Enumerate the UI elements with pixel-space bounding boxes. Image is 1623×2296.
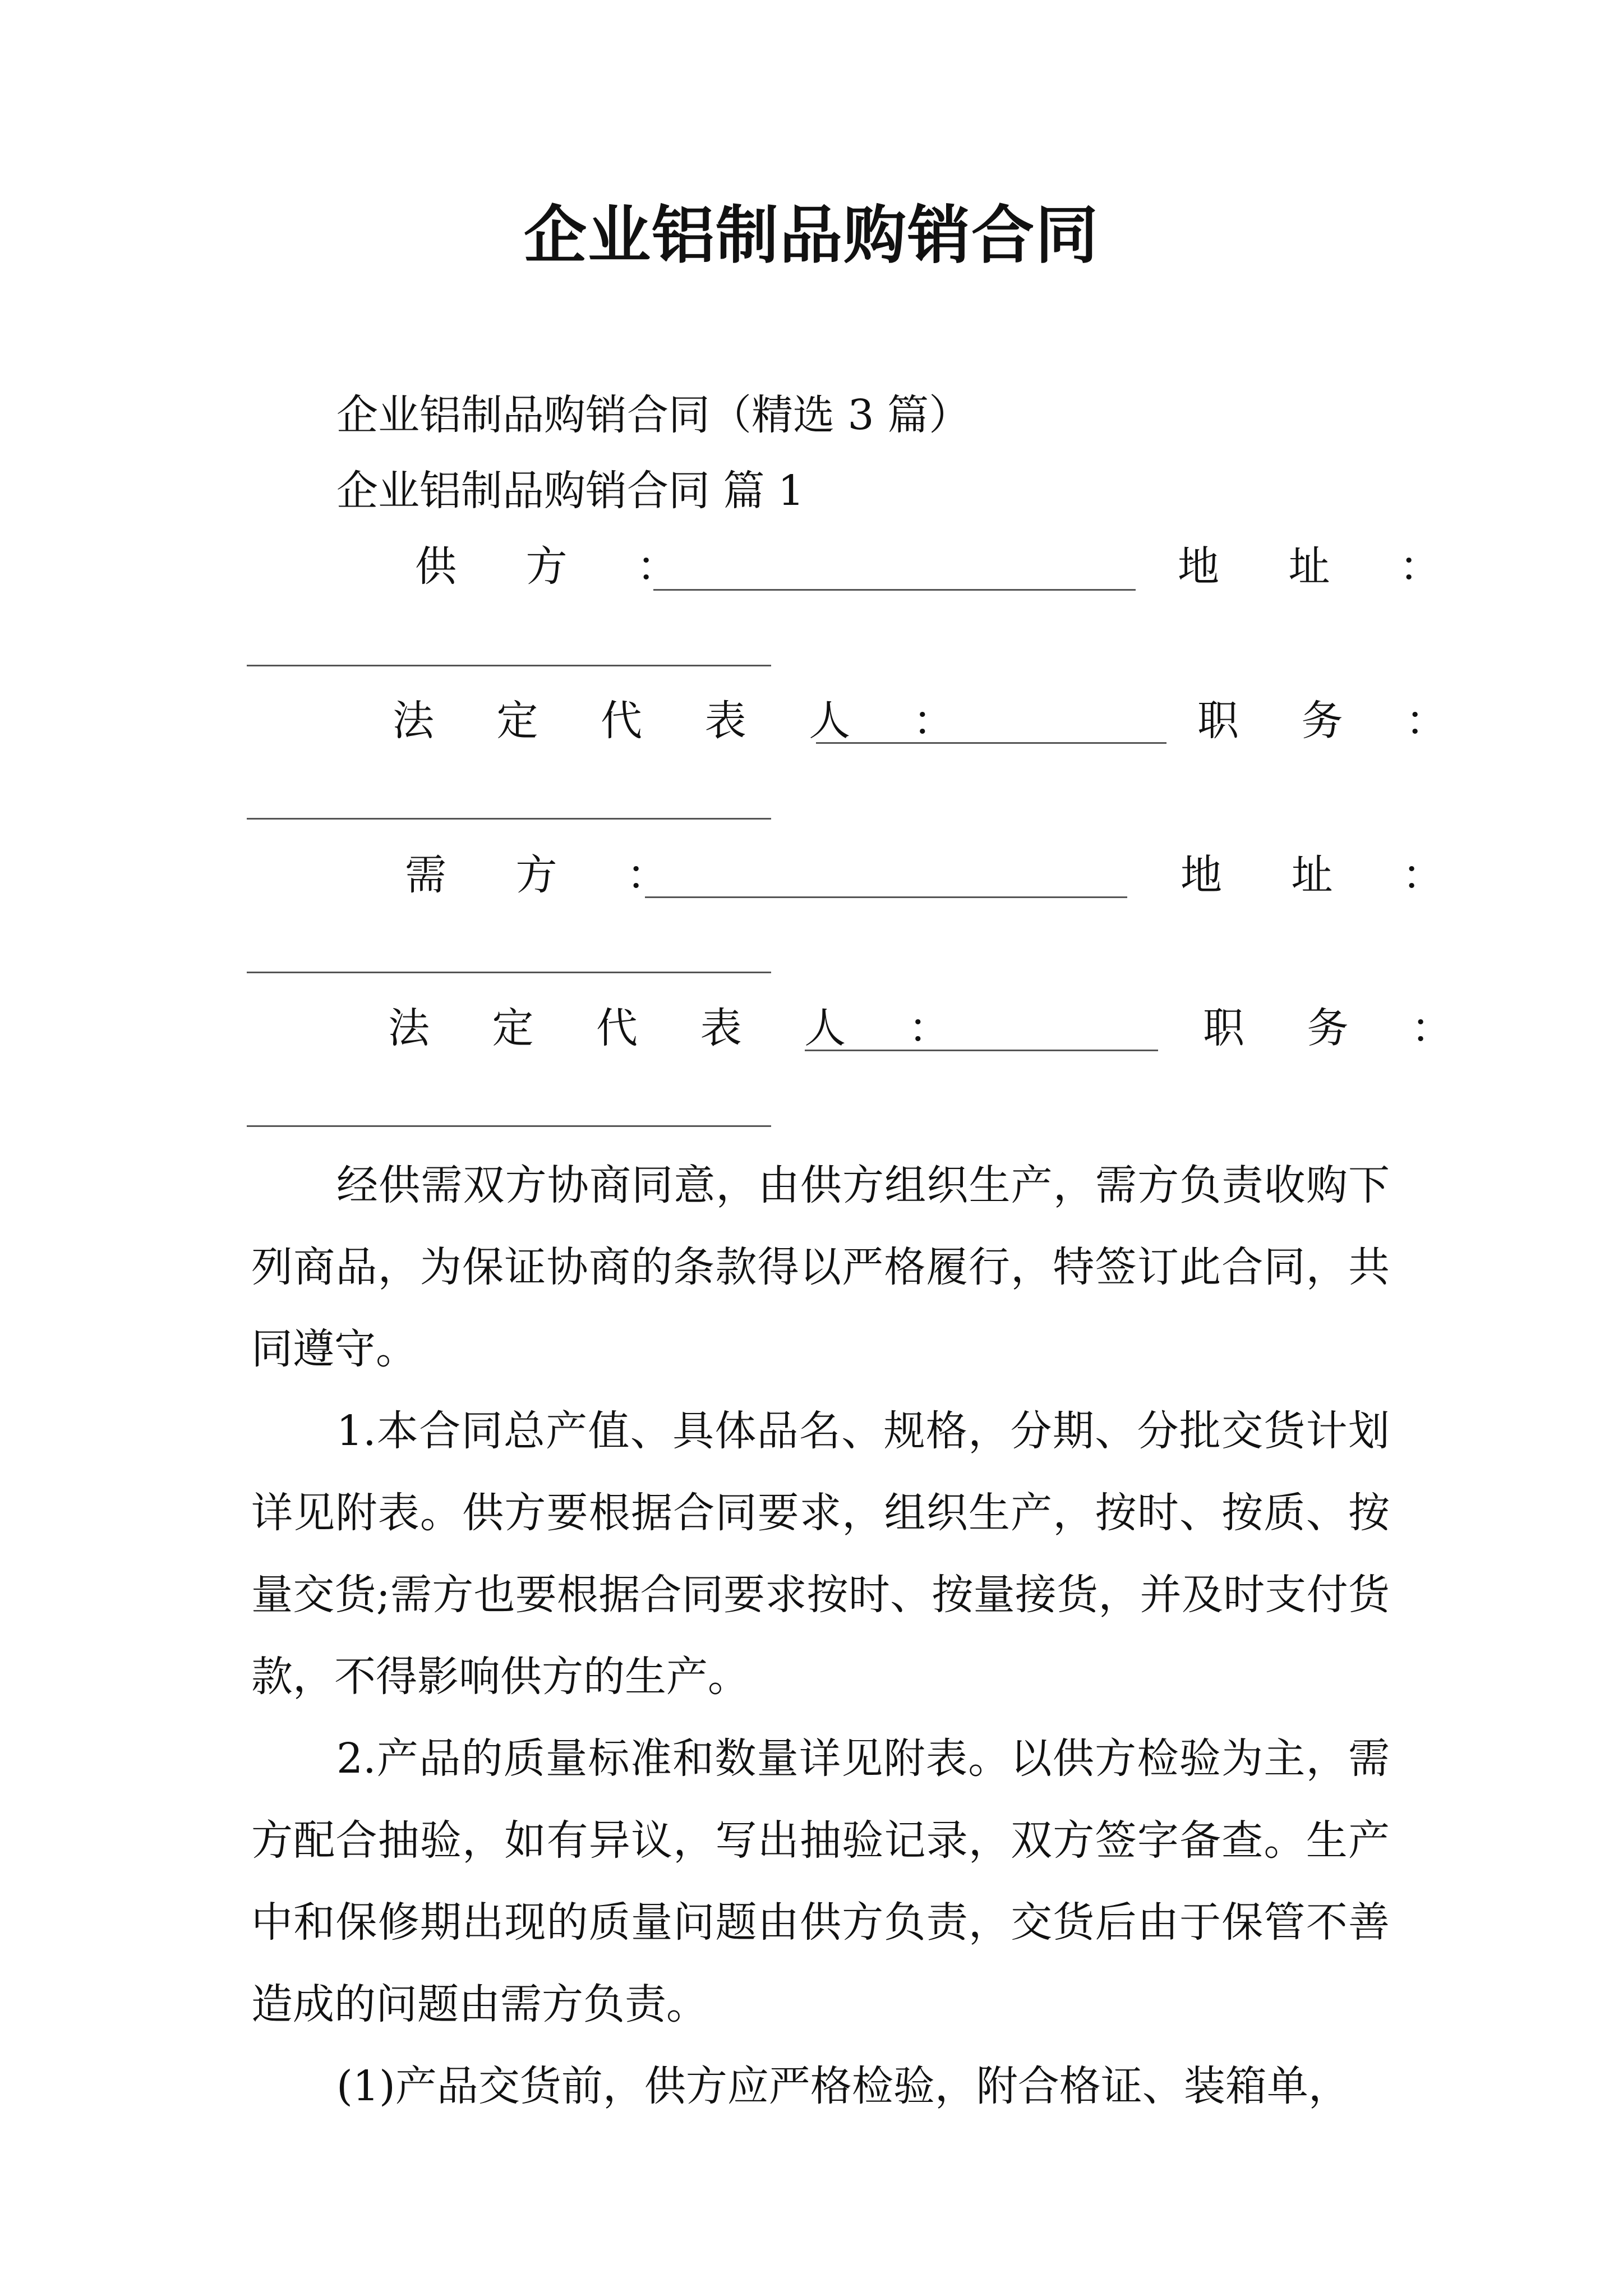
- document-subtitle: 企业铝制品购销合同（精选 3 篇）: [336, 391, 971, 439]
- supplier-rep-title-label: 职 务 ：: [1197, 697, 1472, 745]
- paragraph-intro: 经供需双方协商同意，由供方组织生产，需方负责收购下列商品，为保证协商的条款得以严格履行，特签订此合同，共同遵守。: [251, 1161, 1390, 1373]
- paragraph-clause-1: 1.本合同总产值、具体品名、规格，分期、分批交货计划详见附表。供方要根据合同要求，组织生产，按时、按质、按量交货;需方也要根据合同要求按时、按量接货，并及时支付货款，不得影响供方的生产。: [251, 1407, 1390, 1701]
- paragraph-clause-2: 2.产品的质量标准和数量详见附表。以供方检验为主，需方配合抽验，如有异议，写出抽验记录，双方签字备查。生产中和保修期出现的质量问题由供方负责，交货后由于保管不善造成的问题由需方负责。: [251, 1734, 1390, 2028]
- supplier-rep-label: 法 定 代 表 人 ：: [393, 697, 979, 745]
- document-title: 企业铝制品购销合同: [524, 199, 1099, 272]
- buyer-rep-title-blank: [247, 1125, 771, 1127]
- section-heading: 企业铝制品购销合同 篇 1: [336, 467, 805, 515]
- buyer-rep-label: 法 定 代 表 人 ：: [388, 1004, 975, 1052]
- paragraph-clause-2-1: (1)产品交货前，供方应严格检验，附合格证、装箱单，: [336, 2062, 1350, 2110]
- supplier-address-blank: [247, 665, 771, 666]
- supplier-rep-blank: [816, 742, 1166, 744]
- buyer-label: 需 方 ：: [405, 851, 697, 899]
- supplier-blank: [653, 589, 1136, 591]
- supplier-label: 供 方 ：: [415, 542, 707, 591]
- buyer-blank: [645, 896, 1127, 898]
- buyer-rep-title-label: 职 务 ：: [1203, 1004, 1478, 1052]
- supplier-address-label: 地 址 ：: [1178, 542, 1469, 591]
- buyer-address-label: 地 址 ：: [1181, 851, 1472, 899]
- buyer-address-blank: [247, 972, 771, 973]
- buyer-rep-blank: [805, 1050, 1158, 1051]
- supplier-rep-title-blank: [247, 818, 771, 820]
